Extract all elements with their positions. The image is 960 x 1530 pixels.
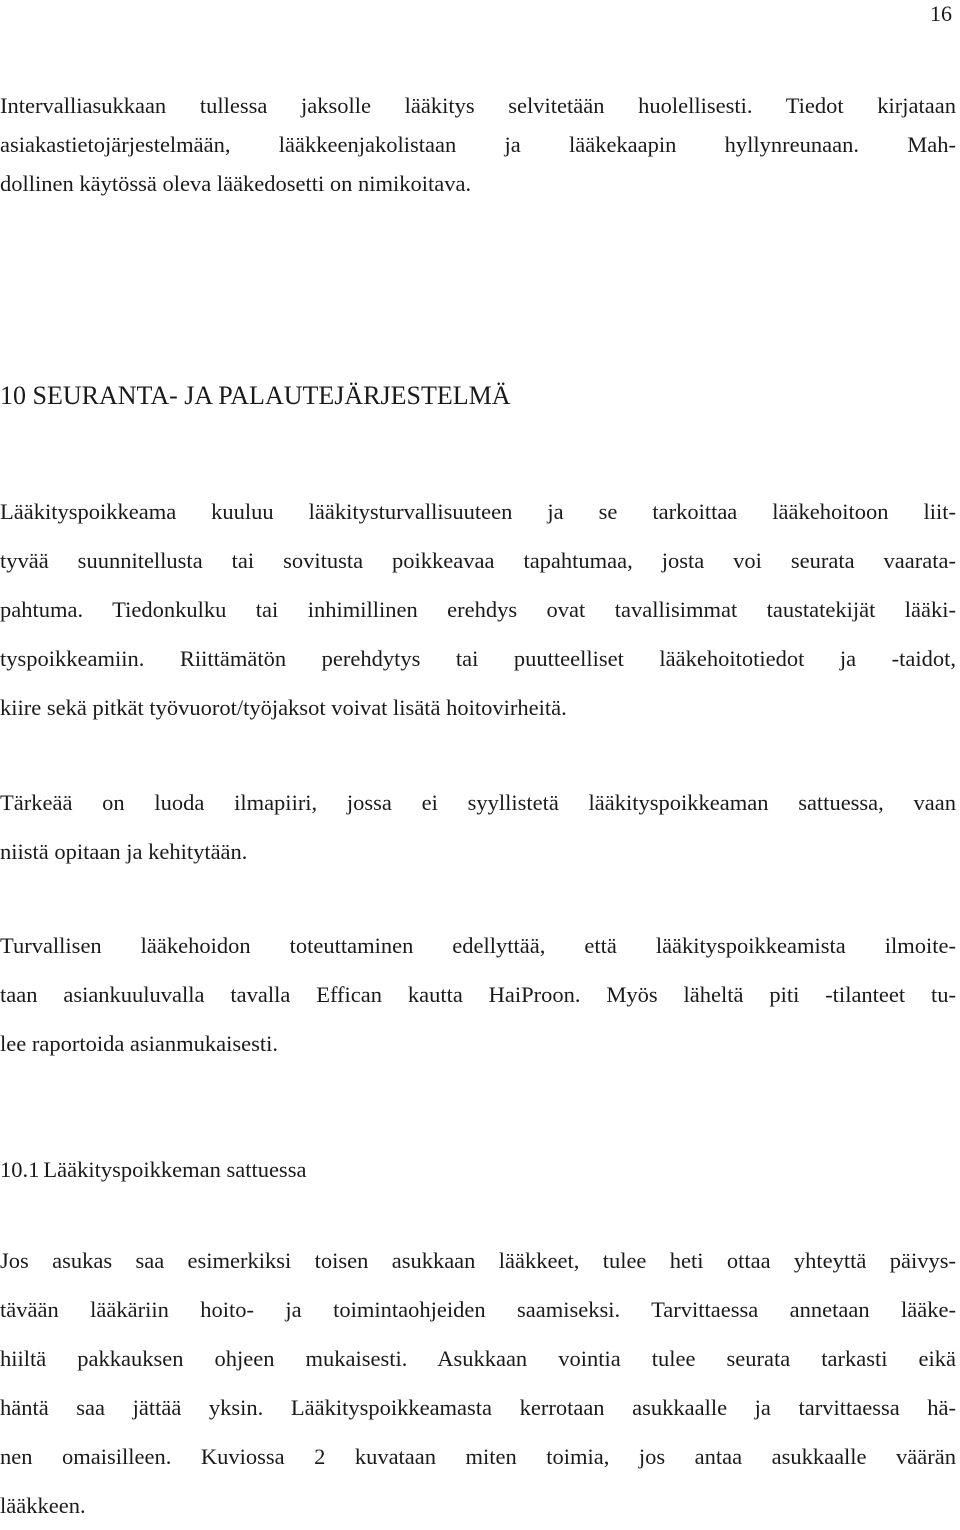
paragraph-3 xyxy=(0,921,956,1068)
text-line: Tärkeää on luoda ilmapiiri, jossa ei syyllistetä lääkityspoikkeaman sattuessa, vaan xyxy=(0,790,956,815)
text-line: niistä opitaan ja kehitytään. xyxy=(0,839,248,864)
page-number: 16 xyxy=(930,1,952,26)
subsection-title: Lääkityspoikkeman sattuessa xyxy=(43,1157,307,1182)
paragraph-4 xyxy=(0,1236,956,1530)
text-line: tyspoikkeamiin. Riittämätön perehdytys tai puutteelliset lääkehoitotiedot ja -taidot, xyxy=(0,646,956,671)
paragraph-2 xyxy=(0,778,956,876)
text-line: pahtuma. Tiedonkulku tai inhimillinen erehdys ovat tavallisimmat taustatekijät lääki- xyxy=(0,597,956,622)
text-line: kiire sekä pitkät työvuorot/työjaksot voivat lisätä hoitovirheitä. xyxy=(0,695,567,720)
paragraph-1 xyxy=(0,487,956,732)
text-line: lee raportoida asianmukaisesti. xyxy=(0,1031,279,1056)
text-line: Turvallisen lääkehoidon toteuttaminen edellyttää, että lääkityspoikkeamista ilmoite- xyxy=(0,933,956,958)
text-line: tyvää suunnitellusta tai sovitusta poikkeavaa tapahtumaa, josta voi seurata vaarata- xyxy=(0,548,956,573)
text-line: nen omaisilleen. Kuviossa 2 kuvataan miten toimia, jos antaa asukkaalle väärän xyxy=(0,1444,956,1469)
text-line: dollinen käytössä oleva lääkedosetti on nimikoitava. xyxy=(0,171,472,196)
text-line: Lääkityspoikkeama kuuluu lääkitysturvallisuuteen ja se tarkoittaa lääkehoitoon liit- xyxy=(0,499,956,524)
text-line: taan asiankuuluvalla tavalla Effican kautta HaiProon. Myös läheltä piti -tilanteet tu- xyxy=(0,982,956,1007)
text-line: Jos asukas saa esimerkiksi toisen asukkaan lääkkeet, tulee heti ottaa yhteyttä päivys- xyxy=(0,1248,956,1273)
section-heading-10: 10 SEURANTA- JA PALAUTEJÄRJESTELMÄ xyxy=(0,381,511,410)
subsection-heading-10-1 xyxy=(0,1150,306,1190)
text-line: asiakastietojärjestelmään, lääkkeenjakolistaan ja lääkekaapin hyllynreunaan. Mah- xyxy=(0,132,956,157)
text-line: tävään lääkäriin hoito- ja toimintaohjeiden saamiseksi. Tarvittaessa annetaan lääke- xyxy=(0,1297,956,1322)
text-line: häntä saa jättää yksin. Lääkityspoikkeamasta kerrotaan asukkaalle ja tarvittaessa hä- xyxy=(0,1395,956,1420)
text-line: Intervalliasukkaan tullessa jaksolle lääkitys selvitetään huolellisesti. Tiedot kirjataan xyxy=(0,93,956,118)
subsection-number: 10.1 xyxy=(0,1157,40,1182)
text-line: lääkkeen. xyxy=(0,1493,86,1518)
paragraph-intro xyxy=(0,86,956,203)
text-line: hiiltä pakkauksen ohjeen mukaisesti. Asukkaan vointia tulee seurata tarkasti eikä xyxy=(0,1346,956,1371)
